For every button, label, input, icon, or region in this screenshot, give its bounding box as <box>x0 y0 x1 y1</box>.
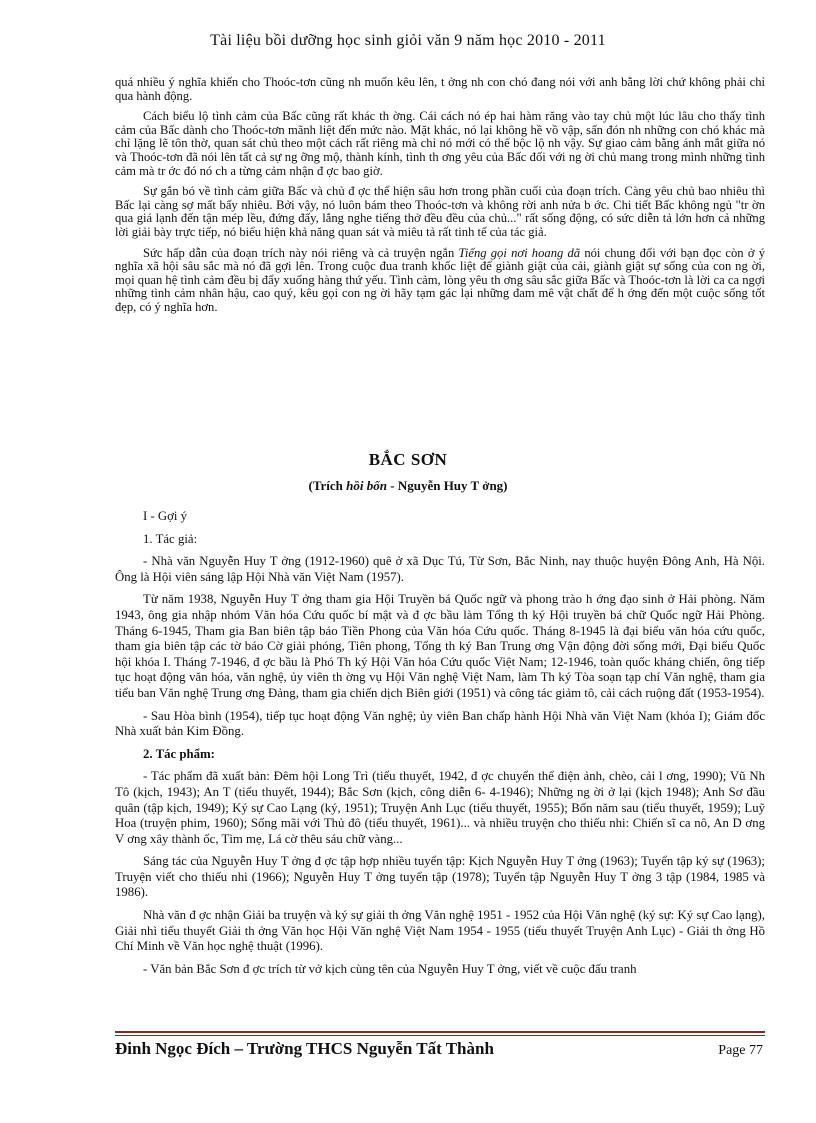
heading-author: 1. Tác giả: <box>143 531 198 546</box>
italic-title: Tiếng gọi nơi hoang dã <box>458 245 581 260</box>
subtitle-part: - Nguyễn Huy T ởng) <box>387 478 508 493</box>
footer-rule-thin <box>115 1035 765 1036</box>
text: nói chung đối với bạn đọc còn ở ý nghĩa xã hội sâu sắc mà nó đã gợi lên. Trong cuộc đua tranh khốc liệt để giành giật của cải, giành giật sự sống của con ng ời, mọi quan hệ tình cảm đều bị đẩy xuống hàng thứ yếu. Tình cảm, lòng yêu th ơng sâu sắc giữa Bấc và Thoóc-tơn là lời ca ca ngợi những tình cảm nhân hậu, cao quý, kêu gọi con ng ời hãy tạm gác lại những đam mê vật chất để h ớng đến một cuộc sống tốt đẹp, có ý nghĩa hơn. <box>115 245 766 314</box>
paragraph: - Nhà văn Nguyễn Huy T ởng (1912-1960) quê ở xã Dục Tú, Từ Sơn, Bắc Ninh, nay thuộc huyện Đông Anh, Hà Nội. Ông là Hội viên sáng lập Hội Nhà văn Việt Nam (1957). <box>115 554 765 584</box>
page-header-title: Tài liệu bồi dưỡng học sinh giỏi văn 9 năm học 2010 - 2011 <box>210 32 606 49</box>
paragraph: - Văn bản Bắc Sơn đ ợc trích từ vở kịch cùng tên của Nguyễn Huy T ởng, viết về cuộc đấu tranh <box>143 961 637 976</box>
paragraph: - Tác phẩm đã xuất bản: Đêm hội Long Trì (tiểu thuyết, 1942, đ ợc chuyển thể điện ảnh, chèo, cải l ơng, 1990); Vũ Nh Tô (kịch, 1943); An T (tiểu thuyết, 1944); Bắc Sơn (kịch, công diễn 6- 4-1946); Những ng ời ở lại (kịch 1948); Anh Sơ đầu quân (tập kịch, 1949); Ký sự Cao Lạng (ký, 1951); Truyện Anh Lục (tiểu thuyết, 1955); Bốn năm sau (tiểu thuyết, 1959); Luỹ Hoa (truyện phim, 1960); Sống mãi với Thủ đô (tiểu thuyết, 1961)... và nhiều truyện cho thiếu nhi: Chiến sĩ ca nô, An D ơng V ơng xây thành ốc, Tìm mẹ, Lá cờ thêu sáu chữ vàng... <box>115 769 765 846</box>
page-number: Page 77 <box>718 1043 763 1058</box>
footer-author: Đinh Ngọc Đích – Trường THCS Nguyễn Tất Thành <box>115 1039 494 1058</box>
subtitle-italic: hồi bốn <box>346 478 387 493</box>
paragraph: - Sau Hòa bình (1954), tiếp tục hoạt động Văn nghệ; ủy viên Ban chấp hành Hội Nhà văn Việt Nam (khóa I); Giám đốc Nhà xuất bản Kim Đồng. <box>115 708 765 739</box>
upper-text-block <box>115 76 765 322</box>
paragraph: Nhà văn đ ợc nhận Giải ba truyện và ký sự giải th ởng Văn nghệ 1951 - 1952 của Hội Văn nghệ (ký sự: Ký sự Cao lạng), Giải nhì tiểu thuyết Giải th ởng Văn học Hội Văn nghệ Việt Nam 1954 - 1955 (tiểu thuyết Truyện Anh Lục) - Giải th ởng Hồ Chí Minh về Văn học nghệ thuật (1996). <box>115 908 765 954</box>
subtitle-part: (Trích <box>308 478 347 493</box>
paragraph: Cách biểu lộ tình cảm của Bấc cũng rất khác th ờng. Cái cách nó ép hai hàm răng vào tay chủ một lúc lâu cho thấy tình cảm của Bấc dành cho Thoóc-tơn mãnh liệt đến mức nào. Mặt khác, nó lại không hề vồ vập, sấn đón nh những con chó khác mà chỉ lặng lẽ tôn thờ, quan sát chủ theo một cách rất riêng mà chỉ nó mới có thể bộc lộ nh vậy. Sự giao cảm bằng ánh mắt giữa nó và Thoóc-tơn đã nói lên tất cả sự ng ỡng mộ, thành kính, tình th ơng yêu của Bấc đối với ng ời chủ mang trong mình những tình cảm mà tr ớc đó nó ch a từng cảm nhận đ ợc bao giờ. <box>115 109 765 178</box>
paragraph: quá nhiều ý nghĩa khiến cho Thoóc-tơn cũng nh muốn kêu lên, t ởng nh con chó đang nói với anh bằng lời chứ không phải chỉ qua hành động. <box>115 75 765 103</box>
paragraph: Sự gắn bó về tình cảm giữa Bấc và chủ đ ợc thể hiện sâu hơn trong phần cuối của đoạn trích. Càng yêu chủ bao nhiêu thì Bấc lại càng sợ mất bấy nhiêu. Bởi vậy, nó luôn bám theo Thoóc-tơn và không rời anh nửa b ớc. Chi tiết Bấc không ngủ "tr ờn qua giá lạnh đến tận mép lều, đứng đấy, lắng nghe tiếng thở đều đều của chủ..." rất sống động, có sức diễn tả lớn hơn cả những lời giải bày trực tiếp, nó biểu hiện khả năng quan sát và miêu tả rất tinh tế của tác giả. <box>115 184 765 239</box>
text: Sức hấp dẫn của đoạn trích này nói riêng và cả truyện ngắn <box>143 245 459 260</box>
heading-works: 2. Tác phẩm: <box>143 746 215 761</box>
heading-suggestion: I - Gợi ý <box>143 509 188 523</box>
paragraph: Sáng tác của Nguyễn Huy T ởng đ ợc tập hợp nhiều tuyển tập: Kịch Nguyễn Huy T ởng (1963); Tuyển tập ký sự (1963); Truyện viết cho thiếu nhi (1966); Nguyễn Huy T ởng tuyển tập (1978); Tuyển tập Nguyễn Huy T ởng 3 tập (1984, 1985 và 1986). <box>115 854 765 900</box>
footer-rule-thick <box>115 1031 765 1033</box>
lower-text-block <box>115 509 765 984</box>
section-title: BẮC SƠN <box>368 450 448 469</box>
paragraph <box>115 247 765 315</box>
section-subtitle <box>0 478 816 494</box>
paragraph: Từ năm 1938, Nguyễn Huy T ởng tham gia Hội Truyền bá Quốc ngữ và phong trào h ớng đạo sinh ở Hải phòng. Năm 1943, ông gia nhập nhóm Văn hóa Cứu quốc bí mật và đ ợc bầu làm Tổng th ký Hội truyền bá chữ Quốc ngữ Hải Phòng. Tháng 6-1945, Tham gia Ban biên tập báo Tiền Phong của Văn hóa Cứu quốc. Tháng 8-1945 là đại biểu văn hóa cứu quốc, tham gia biên tập các tờ báo Cờ giải phóng, Tiên phong, Tổng th ký Ban Trung ơng Vận động đời sống mới, Đại biểu Quốc hội khóa I. Tháng 7-1946, đ ợc bầu là Phó Th ký Hội Văn hóa Cứu quốc Việt Nam; 12-1946, toàn quốc kháng chiến, ông tiếp tục hoạt động văn hóa, văn nghệ, ủy viên th ờng vụ Hội Văn nghệ Việt Nam, làm Th ký Tòa soạn tạp chí Văn nghệ, tham gia tiểu ban Văn nghệ Trung ơng Đảng, tham gia chiến dịch Biên giới (1951) và công tác giảm tô, cải cách ruộng đất (1953-1954). <box>115 592 765 700</box>
